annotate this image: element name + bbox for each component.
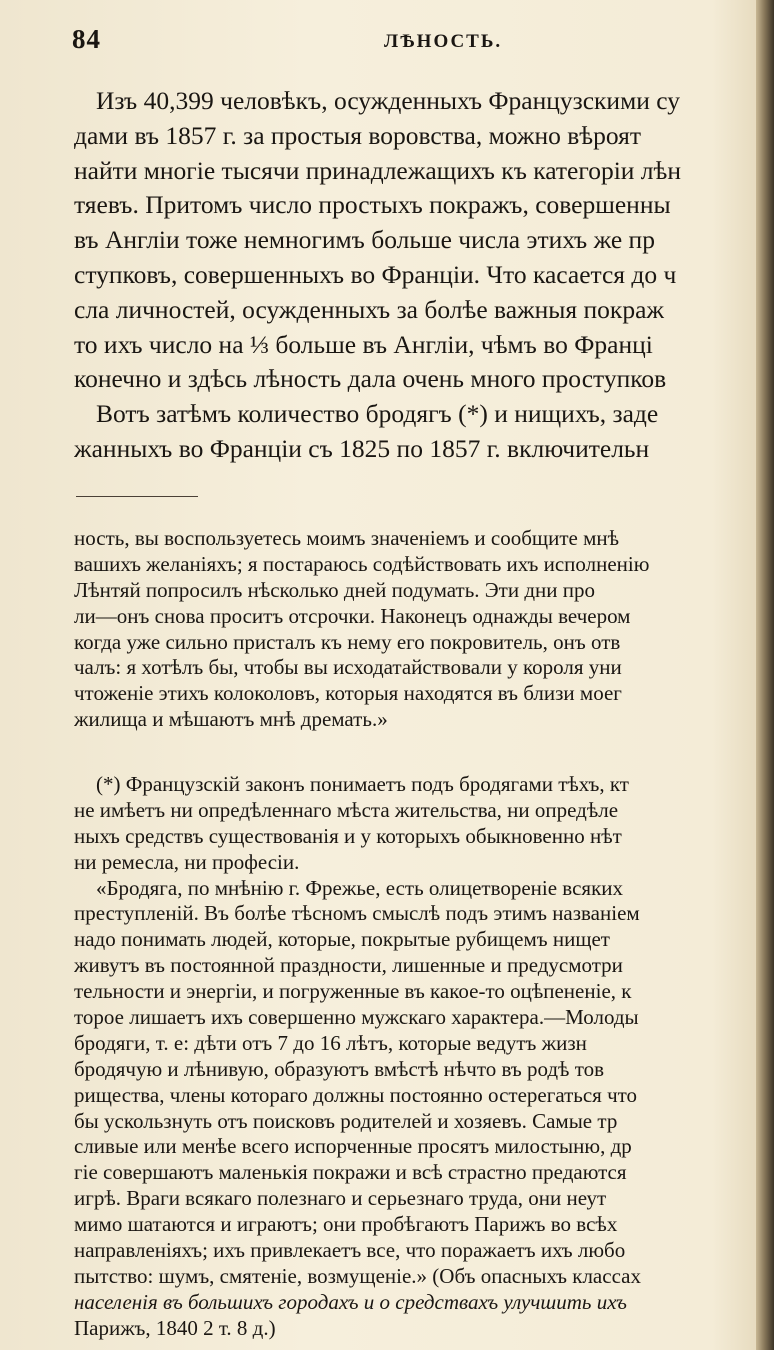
text-line: то ихъ число на ⅓ больше въ Англіи, чѣмъ во Франці xyxy=(74,329,653,359)
text-line: Парижъ, 1840 2 т. 8 д.) xyxy=(74,1315,276,1340)
quote-continuation xyxy=(74,526,764,733)
text-line: бы ускользнуть отъ поисковъ родителей и хозяевъ. Самые тр xyxy=(74,1108,618,1133)
text-line: направленіяхъ; ихъ привлекаетъ все, что поражаетъ ихъ любо xyxy=(74,1238,626,1263)
page-number: 84 xyxy=(72,24,101,54)
text-line: населенія въ большихъ городахъ и о средствахъ улучшить ихъ xyxy=(74,1289,627,1314)
text-line: мимо шатаются и играютъ; они пробѣгаютъ Парижъ во всѣх xyxy=(74,1212,618,1237)
text-line: ни ремесла, ни професіи. xyxy=(74,849,300,874)
text-line: «Бродяга, по мнѣнію г. Фрежье, есть олицетвореніе всяких xyxy=(96,875,624,900)
footnote xyxy=(74,772,764,1342)
text-line: вашихъ желаніяхъ; я постараюсь содѣйствовать ихъ исполненію xyxy=(74,551,650,576)
text-line: игрѣ. Враги всякаго полезнаго и серьезнаго труда, они неут xyxy=(74,1186,607,1211)
main-text xyxy=(74,84,764,467)
text-line: тяевъ. Притомъ число простыхъ покражъ, совершенны xyxy=(74,190,671,220)
text-line: чалъ: я хотѣлъ бы, чтобы вы исходатайствовали у короля уни xyxy=(74,655,622,680)
text-line: ность, вы воспользуетесь моимъ значеніемъ и сообщите мнѣ xyxy=(74,526,620,550)
text-line: ступковъ, совершенныхъ во Франціи. Что касается до ч xyxy=(74,259,677,289)
text-line: торое лишаетъ ихъ совершенно мужскаго характера.—Молоды xyxy=(74,1005,639,1030)
text-line: гіе совершаютъ маленькія покражи и всѣ страстно предаются xyxy=(74,1160,627,1185)
text-line: сла личностей, осужденныхъ за болѣе важныя покраж xyxy=(74,294,665,324)
text-line: надо понимать людей, которые, покрытые рубищемъ нищет xyxy=(74,927,610,952)
text-line: Лѣнтяй попросилъ нѣсколько дней подумать. Эти дни про xyxy=(74,577,595,602)
text-line: преступленій. Въ болѣе тѣсномъ смыслѣ подъ этимъ названіем xyxy=(74,901,640,926)
text-line: сливые или менѣе всего испорченные просятъ милостыню, др xyxy=(74,1134,632,1159)
text-line: тельности и энергіи, и погруженные въ какое-то оцѣпененіе, к xyxy=(74,979,632,1004)
running-title: ЛѢНОСТЬ. xyxy=(384,31,503,52)
text-line: не имѣетъ ни опредѣленнаго мѣста жительства, ни опредѣле xyxy=(74,797,619,822)
text-line: рищества, члены котораго должны постоянно остерегаться что xyxy=(74,1082,638,1107)
text-line: бродяги, т. е: дѣти отъ 7 до 16 лѣтъ, которые ведутъ жизн xyxy=(74,1030,587,1055)
text-line: Изъ 40,399 человѣкъ, осужденныхъ Французскими су xyxy=(96,86,680,115)
text-line: дами въ 1857 г. за простыя воровства, можно вѣроят xyxy=(74,120,642,150)
page-header xyxy=(72,24,762,64)
text-line: ли—онъ снова проситъ отсрочки. Наконецъ однажды вечером xyxy=(74,603,631,628)
text-line: живутъ въ постоянной праздности, лишенные и предусмотри xyxy=(74,953,623,978)
book-spine-shadow xyxy=(756,0,774,1350)
text-line: найти многіе тысячи принадлежащихъ къ категоріи лѣн xyxy=(74,155,682,185)
text-line: чтоженіе этихъ колоколовъ, которыя находятся въ близи моег xyxy=(74,681,622,706)
text-line: жанныхъ во Франціи съ 1825 по 1857 г. включительн xyxy=(74,433,650,463)
text-line: Вотъ затѣмъ количество бродягъ (*) и нищихъ, заде xyxy=(96,399,659,429)
text-line: (*) Французскій законъ понимаетъ подъ бродягами тѣхъ, кт xyxy=(96,772,629,796)
text-line: когда уже сильно присталъ къ нему его покровитель, онъ отв xyxy=(74,629,621,654)
section-divider xyxy=(76,496,198,497)
text-line: бродячую и лѣнивую, образуютъ вмѣстѣ нѣчто въ родѣ тов xyxy=(74,1056,605,1081)
text-line: конечно и здѣсь лѣность дала очень много проступков xyxy=(74,364,667,394)
text-line: пытство: шумъ, смятеніе, возмущеніе.» (Объ опасныхъ классах xyxy=(74,1263,641,1288)
text-line: ныхъ средствъ существованія и у которыхъ обыкновенно нѣт xyxy=(74,823,622,848)
text-line: жилища и мѣшаютъ мнѣ дремать.» xyxy=(74,707,388,732)
text-line: въ Англіи тоже немногимъ больше числа этихъ же пр xyxy=(74,225,655,255)
